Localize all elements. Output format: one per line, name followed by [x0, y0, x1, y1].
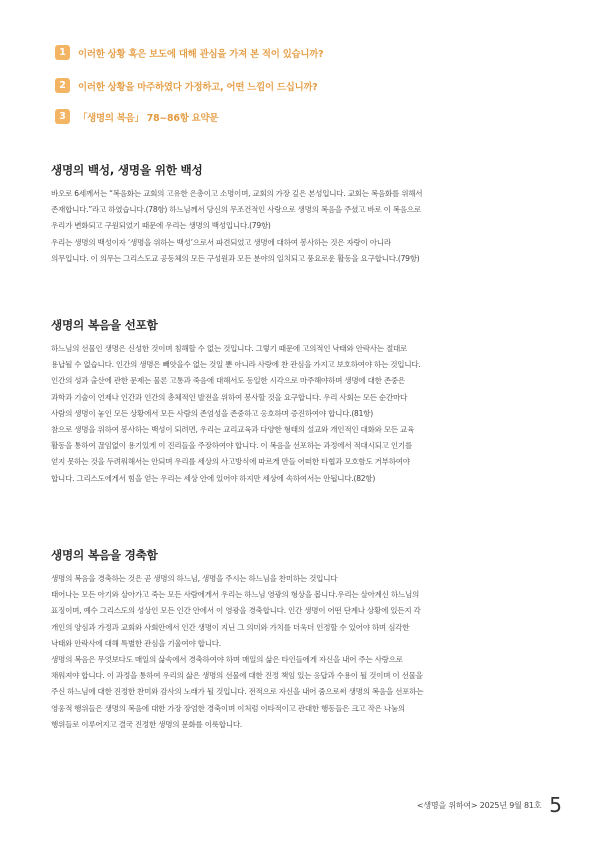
section-people-of-life: [51, 162, 549, 267]
question-text: 「생명의 복음」 78~86항 요약문: [78, 112, 219, 124]
paragraph-line: 참으로 생명을 위하여 봉사하는 백성이 되려면, 우리는 교리교육과 다양한 형태의 설교와 개인적인 대화와 모든 교육: [51, 425, 415, 435]
question-text: 이러한 상황 혹은 보도에 대해 관심을 가져 본 적이 있습니까?: [78, 48, 324, 60]
question-number-badge: 3: [55, 109, 70, 124]
paragraph-line: 사람의 생명이 놓인 모든 상황에서 모든 사람의 존엄성을 존중하고 옹호하며 증진하여야 합니다.(81항): [51, 408, 373, 418]
paragraph-line: 주신 하느님에 대한 진정한 찬미와 감사의 노래가 될 것입니다. 전적으로 자신을 내어 줌으로써 생명의 복음을 선포하는: [51, 687, 424, 697]
paragraph-line: 활동을 통하여 끊임없이 용기있게 이 진리들을 주장하여야 합니다. 이 복음을 선포하는 과정에서 적대시되고 인기를: [51, 441, 412, 451]
question-number-badge: 1: [55, 45, 70, 60]
publication-info: <생명을 위하여> 2025년 9월 81호: [416, 800, 542, 810]
section-celebrating-gospel: [51, 547, 549, 733]
section-heading: 생명의 백성, 생명을 위한 백성: [51, 163, 203, 177]
page-number: 5: [549, 793, 562, 817]
paragraph-line: 우리가 변화되고 구원되었기 때문에 우리는 생명의 백성입니다.(79항): [51, 221, 271, 231]
section-heading: 생명의 복음을 선포함: [51, 318, 158, 332]
paragraph-line: 개인의 양심과 가정과 교회와 사회안에서 인간 생명이 지닌 그 의미와 가치를 더욱더 인정할 수 있어야 하며 심각한: [51, 622, 410, 632]
paragraph-line: 채워져야 합니다. 이 과정을 통하여 우리의 삶은 생명의 선물에 대한 진정 책임 있는 응답과 수용이 될 것이며 이 선물을: [51, 671, 423, 681]
paragraph-line: 용납될 수 없습니다. 인간의 생명은 빼앗을수 없는 것일 뿐 아니라 사랑에 찬 관심을 가지고 보호하여야 하는 것입니다.: [51, 360, 421, 370]
paragraph-line: 생명의 복음은 무엇보다도 매일의 삶속에서 경축하여야 하며 매일의 삶은 타인들에게 자신을 내어 주는 사랑으로: [51, 655, 403, 665]
paragraph-line: 우리는 생명의 백성이자 ‘생명을 위하는 백성’으로서 파견되었고 생명에 대하여 봉사하는 것은 자랑이 아니라: [51, 237, 391, 247]
paragraph-line: 바오로 6세께서는 “복음화는 교회의 고유한 은총이고 소명이며, 교회의 가장 깊은 본성입니다. 교회는 복음화를 위해서: [51, 189, 423, 198]
question-text: 이러한 상황을 마주하였다 가정하고, 어떤 느낌이 드십니까?: [78, 81, 318, 93]
page-footer: [417, 793, 562, 817]
paragraph-line: 인간의 성과 출산에 관한 문제는 물론 고통과 죽음에 대해서도 동일한 시각으로 마주해야하며 생명에 대한 존중은: [51, 376, 405, 386]
paragraph-line: 과학과 기술이 언제나 인간과 인간의 총체적인 발전을 위하여 봉사할 것을 요구합니다. 우리 사회는 모든 순간마다: [51, 392, 408, 402]
paragraph-line: 생명의 복음을 경축하는 것은 곧 생명의 하느님, 생명을 주시는 하느님을 찬미하는 것입니다: [51, 574, 338, 583]
paragraph-line: 합니다. 그리스도에게서 힘을 얻는 우리는 세상 안에 있어야 하지만 세상에 속하여서는 안됩니다.(82항): [51, 473, 376, 483]
paragraph-line: 얻지 못하는 것을 두려워해서는 안되며 우리를 세상의 사고방식에 따르게 만들 어떠한 타협과 모호함도 거부하여야: [51, 457, 410, 467]
paragraph-line: 하느님의 선물인 생명은 신성한 것이며 침해할 수 없는 것입니다. 그렇기 때문에 고의적인 낙태와 안락사는 절대로: [51, 344, 408, 353]
question-number-badge: 2: [55, 78, 70, 93]
question-3: [55, 108, 218, 125]
section-proclaiming-gospel: [51, 317, 549, 487]
paragraph-line: 표징이며, 예수 그리스도의 성상인 모든 인간 안에서 이 영광을 경축합니다. 인간 생명이 어떤 단계나 상황에 있든지 각: [51, 606, 421, 616]
paragraph-line: 영웅적 행위들은 생명의 복음에 대한 가장 장엄한 경축이며 이처럼 이타적이고 관대한 행동들은 크고 작은 나눔의: [51, 703, 405, 713]
paragraph-line: 존재합니다.”라고 하였습니다.(78항) 하느님께서 당신의 무조건적인 사랑으로 생명의 복음을 주셨고 바로 이 복음으로: [51, 205, 421, 215]
question-2: [55, 77, 318, 94]
section-heading: 생명의 복음을 경축함: [51, 548, 158, 562]
paragraph-line: 행위들로 이루어지고 결국 진정한 생명의 문화를 이룩합니다.: [51, 719, 243, 729]
paragraph-line: 태어나는 모든 아기와 살아가고 죽는 모든 사람에게서 우리는 하느님 영광의 형상을 봅니다.우리는 살아계신 하느님의: [51, 590, 420, 600]
question-1: [55, 44, 323, 61]
paragraph-line: 의무입니다. 이 의무는 그리스도교 공동체의 모든 구성원과 모든 분야의 일치되고 풍요로운 활동을 요구합니다.(79항): [51, 253, 420, 263]
paragraph-line: 낙태와 안락사에 대해 특별한 관심을 기울여야 합니다.: [51, 638, 221, 648]
